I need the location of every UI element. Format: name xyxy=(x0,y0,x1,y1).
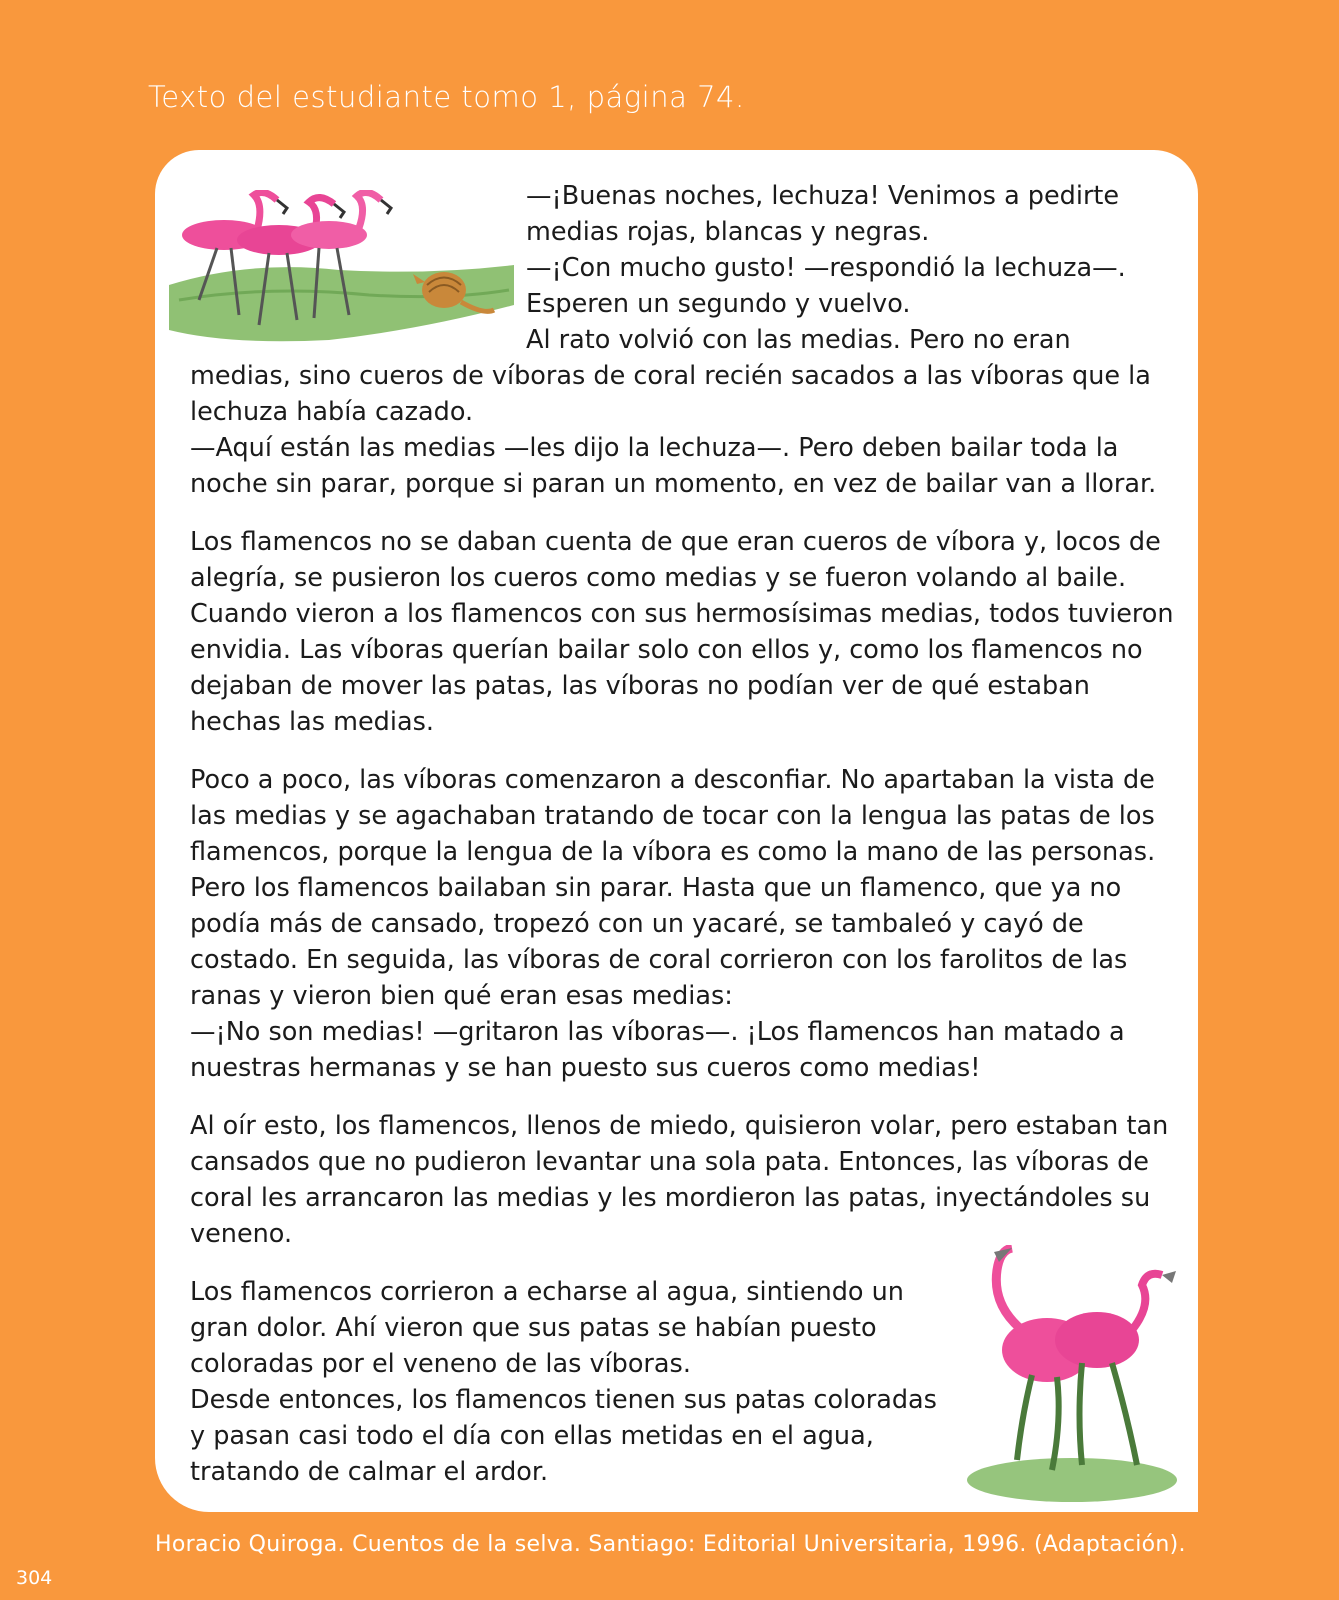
story-line: medias rojas, blancas y negras. xyxy=(526,217,930,247)
story-paragraph: Al oír esto, los flamencos, llenos de miedo, quisieron volar, pero estaban tan cansados que no pudieron levantar una sola pata. Entonces, las víboras de coral les arrancaron las medias y les mordieron las patas, inyectándoles su veneno. xyxy=(190,1111,1169,1249)
story-paragraph: medias, sino cueros de víboras de coral recién sacados a las víboras que la lechuza había cazado. xyxy=(190,361,1151,427)
story-paragraph: Poco a poco, las víboras comenzaron a desconfiar. No apartaban la vista de las medias y se agachaban tratando de tocar con la lengua las patas de los flamencos, porque la lengua de la víbora es como la mano de las personas. Pero los flamencos bailaban sin parar. Hasta que un flamenco, que ya no podía más de cansado, tropezó con un yacaré, se tambaleó y cayó de costado. En seguida, las víboras de coral corrieron con los farolitos de las ranas y vieron bien qué eran esas medias: xyxy=(190,765,1156,1011)
story-paragraph: Los flamencos corrieron a echarse al agua, sintiendo un gran dolor. Ahí vieron que sus patas se habían puesto coloradas por el veneno de las víboras. xyxy=(190,1277,904,1379)
story-line: Al rato volvió con las medias. Pero no eran xyxy=(526,325,1071,355)
story-paragraph: —¡No son medias! —gritaron las víboras—. ¡Los flamencos han matado a nuestras hermanas y se han puesto sus cueros como medias! xyxy=(190,1017,1125,1083)
story-paragraph: —Aquí están las medias —les dijo la lechuza—. Pero deben bailar toda la noche sin parar, porque si paran un momento, en vez de bailar van a llorar. xyxy=(190,433,1157,499)
page-header: Texto del estudiante tomo 1, página 74. xyxy=(148,80,745,114)
page-number: 304 xyxy=(16,1567,53,1589)
story-paragraph: Los flamencos no se daban cuenta de que eran cueros de víbora y, locos de alegría, se pusieron los cueros como medias y se fueron volando al baile. Cuando vieron a los flamencos con sus hermosísimas medias, todos tuvieron envidia. Las víboras querían bailar solo con ellos y, como los flamencos no dejaban de mover las patas, las víboras no podían ver de qué estaban hechas las medias. xyxy=(190,527,1174,737)
story-line: —¡Buenas noches, lechuza! Venimos a pedirte xyxy=(526,181,1120,211)
flamingos-with-snake-stockings-illustration xyxy=(962,1245,1182,1510)
opening-dialog xyxy=(526,178,1180,358)
story-line: —¡Con mucho gusto! —respondió la lechuza—. xyxy=(526,253,1126,283)
story-paragraph: Desde entonces, los flamencos tienen sus patas coloradas y pasan casi todo el día con ellas metidas en el agua, tratando de calmar el ardor. xyxy=(190,1385,937,1487)
story-line: Esperen un segundo y vuelvo. xyxy=(526,289,911,319)
citation-source: Horacio Quiroga. Cuentos de la selva. Santiago: Editorial Universitaria, 1996. (Adaptación). xyxy=(155,1532,1186,1557)
